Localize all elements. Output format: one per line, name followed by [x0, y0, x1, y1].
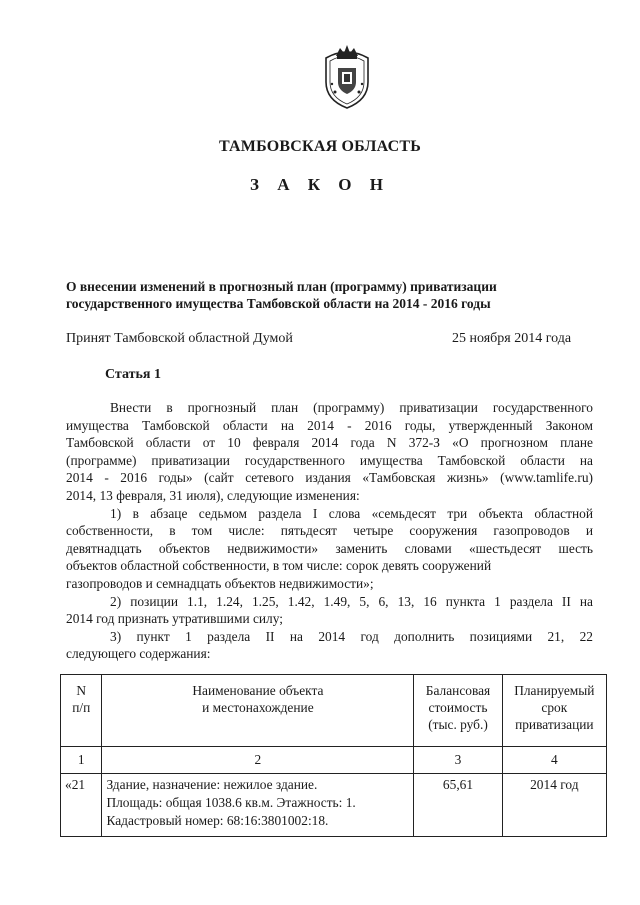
body-line: 1) в абзаце седьмом раздела I слова «семьдесят три объекта областной — [110, 505, 593, 521]
region-title: ТАМБОВСКАЯ ОБЛАСТЬ — [218, 138, 422, 155]
row-balance-value: 65,61 — [414, 774, 502, 837]
privatization-table — [60, 674, 607, 837]
law-subject-line: О внесении изменений в прогнозный план (программу) приватизации — [66, 279, 497, 294]
header-number: N п/п — [61, 675, 102, 747]
body-line: 2014 год признать утратившими силу; — [66, 611, 283, 627]
table-row — [61, 774, 607, 837]
row-planned-term: 2014 год — [502, 774, 606, 837]
row-object-description: Здание, назначение: нежилое здание. Площадь: общая 1038.6 кв.м. Этажность: 1. Кадастровый номер: 68:16:3801002:18. — [102, 774, 414, 837]
document-type-title: З А К О Н — [249, 175, 391, 194]
body-line: следующего содержания: — [66, 646, 211, 662]
column-number: 1 — [61, 747, 102, 774]
body-line: девятнадцать объектов недвижимости» заменить словами «шестьдесят шесть — [66, 540, 593, 556]
law-subject — [66, 278, 593, 312]
body-line: 2014, 13 февраля, 31 июля), следующие изменения: — [66, 487, 360, 503]
column-number: 3 — [414, 747, 502, 774]
article-title: Статья 1 — [105, 367, 161, 382]
law-subject-line: государственного имущества Тамбовской области на 2014 - 2016 годы — [66, 296, 491, 311]
adoption-text: Принят Тамбовской областной Думой — [66, 331, 293, 346]
header-object-name: Наименование объекта и местонахождение — [102, 675, 414, 747]
row-number: «21 — [61, 774, 102, 837]
header-planned-term: Планируемый срок приватизации — [502, 675, 606, 747]
body-line: собственности, в том числе: пятьдесят четыре сооружения газопроводов и — [66, 523, 593, 539]
body-line: объектов областной собственности, в том числе: сорок девять сооружений — [66, 558, 492, 574]
header-balance-value: Балансовая стоимость (тыс. руб.) — [414, 675, 502, 747]
body-line: 2014 - 2016 годы» (сайт сетевого издания «Тамбовская жизнь» (www.tamlife.ru) — [66, 470, 593, 486]
body-line: Внести в прогнозный план (программу) приватизации государственного — [110, 400, 593, 415]
table-number-row — [61, 747, 607, 774]
column-number: 4 — [502, 747, 606, 774]
body-line: имущества Тамбовской области на 2014 - 2016 годы, утвержденный Законом — [66, 417, 593, 433]
body-line: Тамбовской области от 10 февраля 2014 года N 372-З «О прогнозном плане — [66, 435, 593, 451]
table-header-row — [61, 675, 607, 747]
body-line: газопроводов и семнадцать объектов недвижимости»; — [66, 575, 374, 591]
adoption-date: 25 ноября 2014 года — [452, 331, 572, 346]
body-line: 3) пункт 1 раздела II на 2014 год дополнить позициями 21, 22 — [110, 628, 593, 644]
body-line: (программе) приватизации государственного имущества Тамбовской области на — [66, 452, 593, 468]
coat-of-arms-icon — [320, 42, 374, 110]
body-line: 2) позиции 1.1, 1.24, 1.25, 1.42, 1.49, 5, 6, 13, 16 пункта 1 раздела II на — [110, 593, 593, 609]
column-number: 2 — [102, 747, 414, 774]
article-body — [66, 399, 593, 663]
